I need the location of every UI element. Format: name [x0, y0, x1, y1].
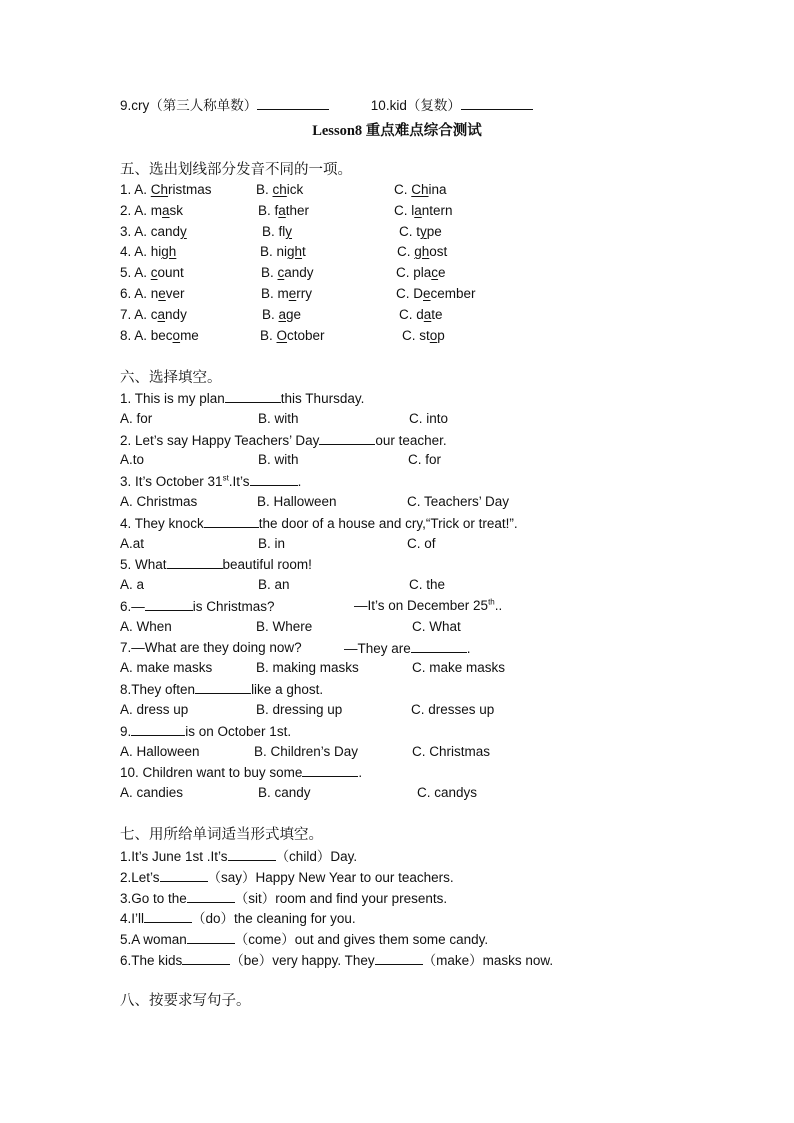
word-part: ost	[429, 244, 448, 259]
word-part: C.	[397, 244, 415, 259]
option-a[interactable]	[120, 285, 185, 303]
answer-blank[interactable]	[228, 847, 276, 861]
option-b[interactable]: B. an	[258, 577, 290, 592]
s6-q8	[120, 680, 323, 699]
option-c[interactable]: C. candys	[417, 785, 478, 800]
word-part: 1. A.	[120, 182, 151, 197]
underlined-letters: gh	[161, 244, 177, 259]
question-text: 5. What	[120, 557, 167, 572]
word-part: ntern	[421, 203, 453, 218]
option-b[interactable]	[256, 181, 303, 199]
option-c[interactable]	[394, 202, 453, 220]
underlined-letters: y	[285, 224, 293, 239]
word-part: C.	[394, 182, 412, 197]
option-a[interactable]: A. dress up	[120, 702, 189, 717]
word-part: ge	[286, 307, 302, 322]
answer-blank[interactable]	[204, 514, 259, 528]
word-part: B.	[260, 328, 277, 343]
underlined-letters: c	[277, 265, 285, 280]
question-text: 1.It’s June 1st .It’s	[120, 849, 228, 864]
page-title: Lesson8 重点难点综合测试	[312, 123, 482, 139]
word-part: te	[431, 307, 443, 322]
question-text: is on October 1st.	[185, 724, 292, 739]
answer-blank[interactable]	[319, 431, 375, 445]
s6-q4	[120, 514, 518, 533]
underlined-letters: a	[157, 307, 166, 322]
question-text: 8.They often	[120, 682, 196, 697]
s7-q6	[120, 951, 553, 970]
word-part: e	[438, 265, 446, 280]
s7-q3	[120, 889, 447, 908]
question-text: 4. They knock	[120, 516, 204, 531]
word-part: 5. A.	[120, 265, 151, 280]
word-part: pe	[426, 224, 442, 239]
option-c[interactable]: C. into	[409, 411, 449, 426]
word-part: 2. A. m	[120, 203, 163, 218]
word-part: t	[302, 244, 306, 259]
s6-q6	[120, 597, 503, 616]
answer-blank[interactable]	[187, 889, 235, 903]
underlined-letters: e	[423, 286, 431, 301]
question-text: 6.The kids	[120, 953, 183, 968]
answer-blank[interactable]	[131, 722, 185, 736]
question-text: （say）Happy New Year to our teachers.	[207, 870, 454, 885]
question-text: 2. Let’s say Happy Teachers’ Day	[120, 433, 320, 448]
underlined-letters: gh	[414, 244, 430, 259]
word-part: sk	[169, 203, 184, 218]
section-5-heading: 五、选出划线部分发音不同的一项。	[120, 162, 352, 178]
word-part: ristmas	[168, 182, 212, 197]
superscript: th	[488, 597, 495, 607]
word-part: andy	[284, 265, 314, 280]
underlined-letters: e	[158, 286, 166, 301]
option-b[interactable]: B. Where	[256, 619, 313, 634]
question-text: beautiful room!	[222, 557, 312, 572]
answer-blank[interactable]	[195, 680, 251, 694]
underlined-letters: o	[172, 328, 181, 343]
superscript: st	[222, 473, 229, 483]
s6-q3	[120, 472, 301, 491]
s7-q1	[120, 847, 357, 866]
question-text: 6.—	[120, 599, 145, 614]
underlined-letters: a	[414, 203, 422, 218]
question-text: （do）the cleaning for you.	[192, 911, 356, 926]
option-c[interactable]	[394, 181, 447, 199]
question-text: .It’s	[228, 474, 250, 489]
question-text: 2.Let’s	[120, 870, 160, 885]
option-a[interactable]: A.to	[120, 452, 145, 467]
answer-blank[interactable]	[187, 930, 235, 944]
option-a[interactable]	[120, 202, 183, 220]
question-text: （come）out and gives them some candy.	[234, 932, 489, 947]
option-c[interactable]	[396, 264, 446, 282]
question-text: our teacher.	[375, 433, 447, 448]
word-part: B.	[256, 182, 273, 197]
word-part: me	[180, 328, 199, 343]
option-b[interactable]	[262, 223, 292, 241]
word-part: ick	[286, 182, 304, 197]
option-c[interactable]: C. the	[409, 577, 446, 592]
word-part: 7. A. c	[120, 307, 158, 322]
option-a[interactable]: A.at	[120, 536, 145, 551]
option-b[interactable]: B. Children’s Day	[254, 744, 359, 759]
answer-blank[interactable]	[250, 472, 298, 486]
answer-blank[interactable]	[144, 909, 192, 923]
option-a[interactable]: A. When	[120, 619, 172, 634]
top-questions	[120, 96, 533, 115]
option-b[interactable]	[261, 264, 314, 282]
s6-q9	[120, 722, 291, 741]
option-a[interactable]: A. for	[120, 411, 153, 426]
underlined-letters: Ch	[150, 182, 169, 197]
option-c[interactable]: C. for	[408, 452, 442, 467]
word-part: B.	[262, 307, 279, 322]
underlined-letters: y	[180, 224, 187, 239]
option-c[interactable]: C. of	[407, 536, 436, 551]
word-part: ctober	[287, 328, 325, 343]
option-a[interactable]	[120, 223, 187, 241]
underlined-letters: a	[423, 307, 432, 322]
answer-text: .	[466, 641, 471, 656]
option-b[interactable]: B. Halloween	[257, 494, 337, 509]
word-part: ver	[165, 286, 185, 301]
s6-q5	[120, 555, 312, 574]
option-b[interactable]	[261, 285, 312, 303]
s7-q4	[120, 909, 356, 928]
question-text: 3.Go to the	[120, 891, 187, 906]
question-text: 3. It’s October 31	[120, 474, 223, 489]
option-b[interactable]	[258, 202, 309, 220]
question-text: 1. This is my plan	[120, 391, 225, 406]
s6-q1	[120, 389, 364, 408]
answer-text: —They are	[344, 641, 411, 656]
underlined-letters: a	[278, 203, 286, 218]
answer-text: —It’s on December 25	[354, 598, 489, 613]
answer-blank[interactable]	[167, 555, 223, 569]
answer-blank[interactable]	[375, 951, 423, 965]
question-text: 10. Children want to buy some	[120, 765, 303, 780]
question-text: 7.—What are they doing now?	[120, 640, 302, 655]
word-part: C. t	[399, 224, 421, 239]
option-b[interactable]: B. with	[258, 452, 299, 467]
word-part: cember	[430, 286, 476, 301]
question-text: .	[297, 474, 302, 489]
word-part: B. m	[261, 286, 289, 301]
option-c[interactable]: C. Christmas	[412, 744, 491, 759]
option-a[interactable]	[120, 243, 176, 261]
answer-blank[interactable]	[461, 96, 533, 110]
option-c[interactable]: C. What	[412, 619, 461, 634]
option-b[interactable]: B. dressing up	[256, 702, 343, 717]
word-part: B.	[261, 265, 278, 280]
option-a[interactable]	[120, 181, 212, 199]
question-text: the door of a house and cry,“Trick or treat!”.	[258, 516, 518, 531]
question-text: is Christmas?	[192, 599, 275, 614]
section-6-heading: 六、选择填空。	[120, 370, 222, 386]
answer-blank[interactable]	[225, 389, 281, 403]
word-part: C. d	[399, 307, 424, 322]
word-part: 8. A. bec	[120, 328, 173, 343]
word-part: C. D	[396, 286, 423, 301]
answer-blank[interactable]	[302, 763, 358, 777]
question-text: （be）very happy. They	[230, 953, 375, 968]
word-part: 6. A. n	[120, 286, 159, 301]
answer-blank[interactable]	[257, 96, 329, 110]
question-text: （sit）room and find your presents.	[234, 891, 448, 906]
option-a[interactable]: A. a	[120, 577, 145, 592]
option-b[interactable]	[262, 306, 301, 324]
underlined-letters: c	[150, 265, 158, 280]
word-part: ther	[285, 203, 310, 218]
option-b[interactable]: B. candy	[258, 785, 311, 800]
question-text: .	[358, 765, 363, 780]
option-c[interactable]	[397, 243, 447, 261]
word-part: C. pla	[396, 265, 432, 280]
word-part: ount	[157, 265, 184, 280]
answer-blank[interactable]	[145, 597, 193, 611]
word-part: C. l	[394, 203, 415, 218]
option-c[interactable]: C. make masks	[412, 660, 506, 675]
answer-text: ..	[494, 598, 503, 613]
option-c[interactable]	[399, 223, 442, 241]
underlined-letters: y	[420, 224, 427, 239]
q9-cry: 9.cry（第三人称单数）	[120, 98, 258, 113]
option-c[interactable]: C. Teachers’ Day	[407, 494, 510, 509]
word-part: 4. A. hi	[120, 244, 162, 259]
word-part: ina	[428, 182, 447, 197]
option-a[interactable]: A. make masks	[120, 660, 213, 675]
option-b[interactable]	[260, 243, 306, 261]
s6-q10	[120, 763, 362, 782]
s6-q7	[120, 639, 471, 657]
question-text: （make）masks now.	[422, 953, 554, 968]
underlined-letters: gh	[287, 244, 303, 259]
q10-kid: 10.kid（复数）	[370, 98, 461, 113]
question-text: （child）Day.	[275, 849, 358, 864]
word-part: B. ni	[260, 244, 288, 259]
underlined-letters: O	[276, 328, 288, 343]
option-a[interactable]	[120, 306, 187, 324]
option-c[interactable]: C. dresses up	[411, 702, 495, 717]
s7-q2	[120, 868, 454, 887]
underlined-letters: a	[278, 307, 287, 322]
s6-q2	[120, 431, 447, 450]
option-b[interactable]	[260, 327, 325, 345]
option-c[interactable]	[399, 306, 443, 324]
underlined-letters: c	[431, 265, 439, 280]
underlined-letters: Ch	[411, 182, 429, 197]
underlined-letters: ch	[272, 182, 287, 197]
answer-blank[interactable]	[160, 868, 208, 882]
answer-blank[interactable]	[411, 639, 467, 653]
option-c[interactable]	[396, 285, 476, 303]
word-part: 3. A. cand	[120, 224, 181, 239]
word-part: C. st	[402, 328, 430, 343]
option-a[interactable]	[120, 264, 184, 282]
word-part: B. f	[258, 203, 279, 218]
underlined-letters: a	[162, 203, 170, 218]
word-part: rry	[296, 286, 313, 301]
s7-q5	[120, 930, 488, 949]
word-part: p	[437, 328, 445, 343]
option-a[interactable]	[120, 327, 199, 345]
underlined-letters: o	[429, 328, 438, 343]
option-b[interactable]: B. with	[258, 411, 299, 426]
word-part: ndy	[165, 307, 187, 322]
question-text: 9.	[120, 724, 132, 739]
section-7-heading: 七、用所给单词适当形式填空。	[120, 827, 323, 843]
option-b[interactable]: B. in	[258, 536, 286, 551]
underlined-letters: e	[288, 286, 297, 301]
question-text: this Thursday.	[280, 391, 365, 406]
word-part: B. fl	[262, 224, 286, 239]
question-text: 5.A woman	[120, 932, 187, 947]
section-8-heading: 八、按要求写句子。	[120, 993, 251, 1009]
option-c[interactable]	[402, 327, 445, 345]
option-a[interactable]: A. Halloween	[120, 744, 200, 759]
option-b[interactable]: B. making masks	[256, 660, 359, 675]
answer-blank[interactable]	[182, 951, 230, 965]
option-a[interactable]: A. candies	[120, 785, 184, 800]
question-text: 4.I’ll	[120, 911, 145, 926]
question-text: like a ghost.	[251, 682, 324, 697]
option-a[interactable]: A. Christmas	[120, 494, 198, 509]
